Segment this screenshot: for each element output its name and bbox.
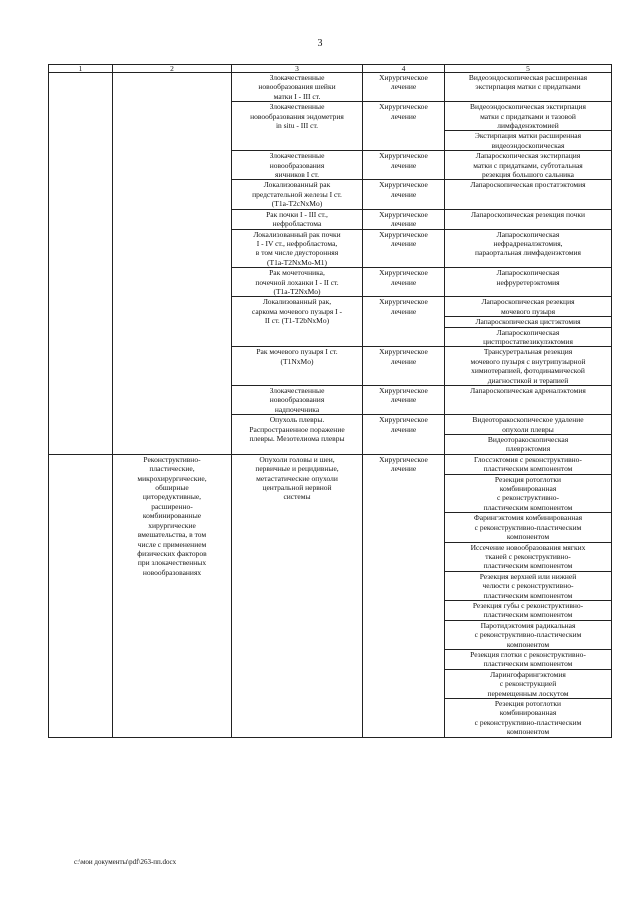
treatment-type-cell: [363, 151, 445, 180]
method-cell-text: Лапароскопическая нефрадреналэктомия, параортальная лимфаденэктомия: [474, 229, 582, 258]
disease-cell-text: Локализованный рак, саркома мочевого пузыря I - II ст. (T1-T2bNxMo): [251, 297, 343, 326]
method-cell: [445, 180, 612, 209]
treatment-type-cell: [363, 229, 445, 268]
disease-cell-text: Злокачественные новообразования эндометрия in situ - III ст.: [250, 102, 344, 131]
treatment-type-cell-text: Хирургическое лечение: [379, 73, 428, 92]
method-cell-text: Резекция глотки с реконструктивно- пластическим компонентом: [470, 649, 586, 669]
treatment-type-cell-text: Хирургическое лечение: [379, 209, 428, 229]
method-cell: [445, 474, 612, 513]
treatment-type-cell-text: Хирургическое лечение: [379, 297, 428, 316]
method-cell: [445, 131, 612, 151]
method-cell-text: Ларингофарингэктомия с реконструкцией перемещенным лоскутом: [487, 669, 569, 698]
method-cell: [445, 649, 612, 669]
disease-cell: [232, 386, 363, 415]
header-cell-4: 4: [363, 65, 445, 73]
method-cell: [445, 102, 612, 131]
col1-empty-cell: [49, 73, 113, 455]
method-cell: [445, 454, 612, 474]
method-cell-text: Лапароскопическая простатэктомия: [470, 180, 586, 190]
treatment-type-cell: [363, 180, 445, 209]
method-cell: [445, 327, 612, 347]
disease-cell-text: Опухоли головы и шеи, первичные и рецидивные, метастатические опухоли центральной нервной системы: [255, 454, 339, 502]
method-cell-text: Экстирпация матки расширенная видеоэндоскопическая: [474, 131, 582, 150]
method-cell-text: Лапароскопическая адреналэктомия: [470, 386, 586, 395]
method-cell: [445, 513, 612, 542]
disease-cell: [232, 229, 363, 268]
disease-cell-text: Злокачественные новообразования яичников I ст.: [269, 151, 325, 180]
treatment-type-cell-text: Хирургическое лечение: [379, 180, 428, 199]
header-row: [49, 65, 612, 73]
header-cell-5: 5: [445, 65, 612, 73]
method-cell: [445, 268, 612, 297]
disease-cell-text: Рак мочевого пузыря I ст. (T1NxMo): [256, 347, 338, 366]
disease-cell: [232, 415, 363, 455]
header-cell-1: 1: [49, 65, 113, 73]
disease-cell-text: Локализованный рак почки I - IV ст., нефробластома, в том числе двусторонняя (T1a-T2NxMo-M1): [253, 229, 341, 267]
treatment-type-cell-text: Хирургическое лечение: [379, 386, 428, 405]
treatment-type-cell-text: Хирургическое лечение: [379, 415, 428, 434]
method-cell: [445, 151, 612, 180]
disease-cell: [232, 151, 363, 180]
method-cell-text: Резекция ротоглотки комбинированная с реконструктивно-пластическим компонентом: [474, 699, 582, 737]
header-cell-3: 3: [232, 65, 363, 73]
treatment-type-cell: [363, 73, 445, 102]
treatment-type-cell: [363, 268, 445, 297]
method-cell-text: Лапароскопическая экстирпация матки с придатками, субтотальная резекция большого сальника: [473, 151, 583, 180]
page-number: 3: [317, 38, 323, 49]
disease-cell: [232, 180, 363, 209]
method-cell: [445, 435, 612, 455]
method-cell: [445, 699, 612, 738]
method-cell-text: Видеоторакоскопическая плеврэктомия: [487, 435, 569, 454]
method-cell-text: Видеоэндоскопическая расширенная экстирпация матки с придатками: [468, 73, 588, 92]
method-cell: [445, 542, 612, 571]
method-cell-text: Лапароскопическая резекция мочевого пузыря: [481, 297, 575, 316]
col2-empty-cell: [113, 73, 232, 455]
method-cell-text: Трансуретральная резекция мочевого пузыря с внутрипузырной химиотерапией, фотодинамической диагностикой и терапией: [470, 347, 586, 385]
disease-cell-text: Злокачественные новообразования надпочечника: [269, 386, 325, 414]
method-cell: [445, 73, 612, 102]
table-row: [49, 454, 612, 474]
disease-cell-text: Рак почки I - III ст., нефробластома: [266, 209, 328, 229]
treatment-type-cell-text: Хирургическое лечение: [379, 229, 428, 248]
method-cell-text: Резекция ротоглотки комбинированная с реконструктивно- пластическим компонентом: [483, 474, 573, 512]
method-cell: [445, 620, 612, 649]
treatment-type-cell: [363, 347, 445, 386]
method-cell: [445, 317, 612, 327]
disease-cell: [232, 73, 363, 102]
method-cell-text: Видеоэндоскопическая экстирпация матки с придатками и тазовой лимфаденэктомией: [469, 102, 587, 131]
treatment-type-cell-text: Хирургическое лечение: [379, 454, 428, 474]
treatment-type-cell-text: Хирургическое лечение: [379, 151, 428, 170]
method-cell: [445, 297, 612, 317]
treatment-type-cell-text: Хирургическое лечение: [379, 268, 428, 287]
disease-cell: [232, 347, 363, 386]
disease-cell: [232, 297, 363, 347]
treatment-type-cell: [363, 209, 445, 229]
procedures-table: [48, 64, 612, 738]
method-cell-text: Лапароскопическая цистпростатвезикулэктомия: [483, 327, 573, 346]
disease-cell-text: Опухоль плевры. Распространенное поражение плевры. Мезотелиома плевры: [249, 415, 345, 444]
treatment-type-cell-text: Хирургическое лечение: [379, 102, 428, 121]
disease-cell: [232, 454, 363, 737]
treatment-type-cell: [363, 297, 445, 347]
treatment-type-cell: [363, 386, 445, 415]
method-cell-text: Иссечение новообразования мягких тканей с реконструктивно- пластическим компонентом: [470, 542, 586, 571]
method-cell: [445, 209, 612, 229]
method-cell: [445, 600, 612, 620]
col1-empty-cell: [49, 454, 113, 737]
group-name-cell: [113, 454, 232, 737]
method-cell: [445, 347, 612, 386]
method-cell-text: Лапароскопическая резекция почки: [471, 209, 585, 219]
disease-cell: [232, 209, 363, 229]
method-cell-text: Резекция губы с реконструктивно- пластическим компонентом: [472, 600, 584, 620]
treatment-type-cell: [363, 454, 445, 737]
method-cell-text: Глоссэктомия с реконструктивно- пластическим компонентом: [474, 454, 582, 474]
method-cell: [445, 669, 612, 698]
method-cell: [445, 229, 612, 268]
disease-cell-text: Рак мочеточника, почечной лоханки I - II ст. (T1a-T2NxMo): [255, 268, 339, 296]
method-cell-text: Лапароскопическая нефруретерэктомия: [496, 268, 560, 287]
method-cell-text: Видеоторакоскопическое удаление опухоли плевры: [472, 415, 584, 434]
method-cell: [445, 386, 612, 415]
disease-cell: [232, 102, 363, 151]
footer-file-path: c:\мои документы\pdf\263-пп.docx: [74, 858, 177, 866]
header-cell-2: 2: [113, 65, 232, 73]
method-cell-text: Лапароскопическая цистэктомия: [475, 317, 581, 327]
table-row: [49, 73, 612, 102]
method-cell-text: Резекция верхней или нижней челюсти с реконструктивно- пластическим компонентом: [479, 571, 577, 600]
method-cell-text: Фарингэктомия комбинированная с реконструктивно-пластическим компонентом: [473, 513, 583, 542]
group-name-cell-text: Реконструктивно- пластические, микрохирургические, обширные циторедуктивные, расширенно- комбинированные хирургические вмешательства, в том числе с применением физических факторов при злокачественных новообразованиях: [137, 454, 207, 577]
method-cell-text: Паротидэктомия радикальная с реконструктивно-пластическим компонентом: [474, 620, 582, 649]
disease-cell-text: Локализованный рак предстательной железы I ст. (T1a-T2cNxMo): [252, 180, 342, 209]
method-cell: [445, 571, 612, 600]
method-cell: [445, 415, 612, 435]
treatment-type-cell-text: Хирургическое лечение: [379, 347, 428, 366]
treatment-type-cell: [363, 102, 445, 151]
disease-cell-text: Злокачественные новообразования шейки матки I - III ст.: [258, 73, 336, 101]
treatment-type-cell: [363, 415, 445, 455]
disease-cell: [232, 268, 363, 297]
